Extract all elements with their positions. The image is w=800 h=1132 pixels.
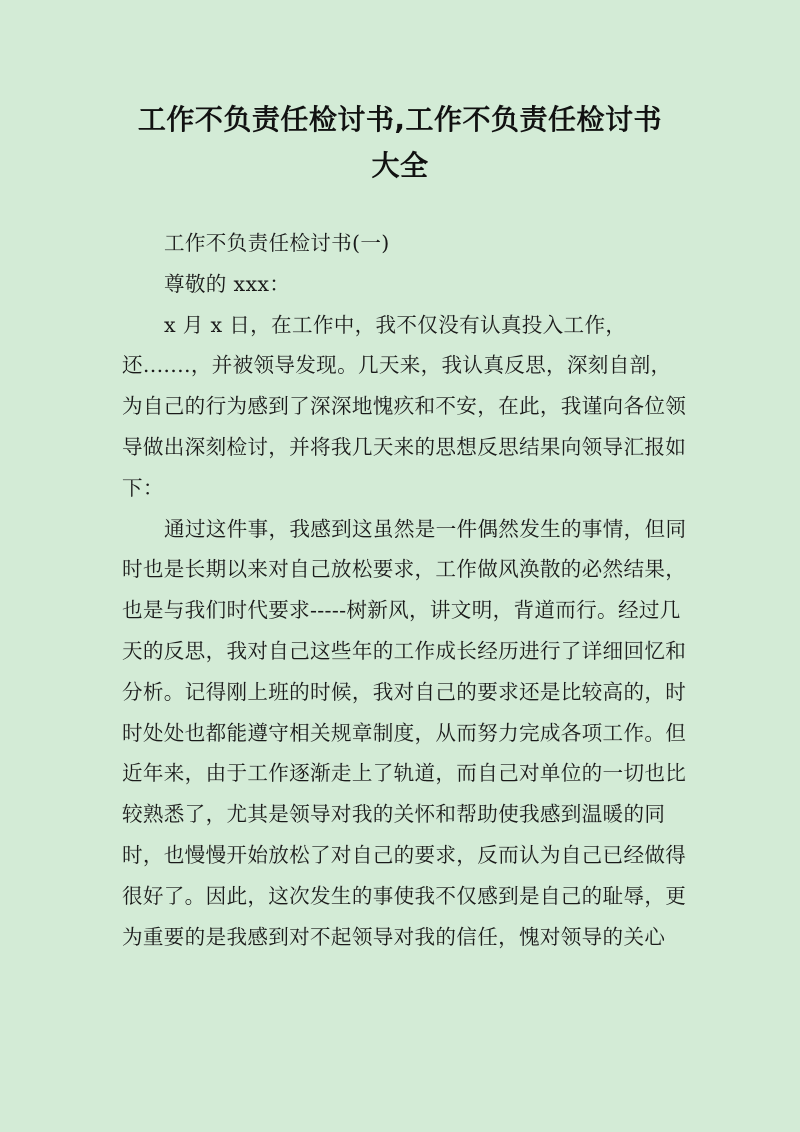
document-body bbox=[122, 223, 688, 957]
section-subtitle: 工作不负责任检讨书(一) bbox=[164, 231, 390, 255]
salutation: 尊敬的 xxx： bbox=[164, 271, 291, 296]
document-title bbox=[100, 97, 700, 189]
paragraph-2: 通过这件事，我感到这虽然是一件偶然发生的事情，但同时也是长期以来对自己放松要求，工作做风涣散的必然结果，也是与我们时代要求-----树新风，讲文明，背道而行。经过几天的反思，我对自己这些年的工作成长经历进行了详细回忆和分析。记得刚上班的时候，我对自己的要求还是比较高的，时时处处也都能遵守相关规章制度，从而努力完成各项工作。但近年来，由于工作逐渐走上了轨道，而自己对单位的一切也比较熟悉了，尤其是领导对我的关怀和帮助使我感到温暖的同时，也慢慢开始放松了对自己的要求，反而认为自己已经做得很好了。因此，这次发生的事使我不仅感到是自己的耻辱，更为重要的是我感到对不起领导对我的信任，愧对领导的关心 bbox=[122, 516, 687, 949]
paragraph-1: x 月 x 日，在工作中，我不仅没有认真投入工作，还.......，并被领导发现。几天来，我认真反思，深刻自剖，为自己的行为感到了深深地愧疚和不安，在此，我谨向各位领导做出深刻检讨，并将我几天来的思想反思结果向领导汇报如下： bbox=[122, 312, 687, 500]
title-line-2: 大全 bbox=[371, 149, 429, 182]
title-line-1: 工作不负责任检讨书,工作不负责任检讨书 bbox=[137, 103, 663, 136]
